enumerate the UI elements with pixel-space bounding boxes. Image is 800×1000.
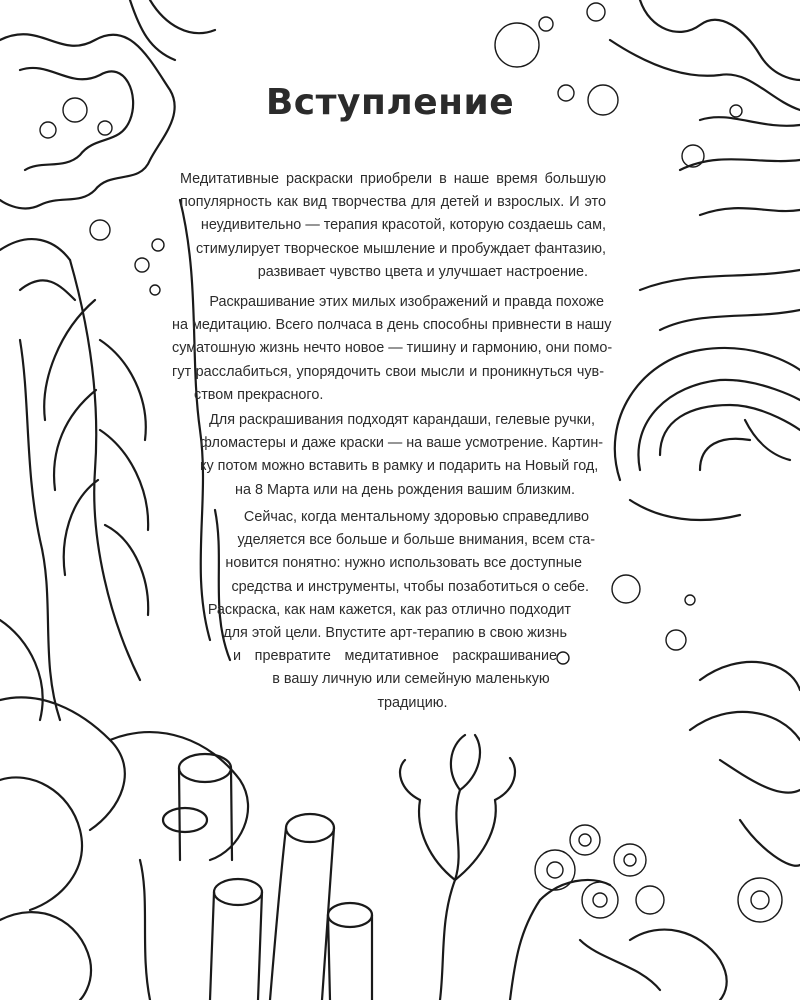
paragraph-1-line-3: неудивительно — терапия красотой, которую создаешь сам, <box>200 217 606 234</box>
paragraph-1-line-1: Медитативные раскраски приобрели в наше время большую <box>180 171 606 187</box>
paragraph-1-line-5: развивает чувство цвета и улучшает настроение. <box>257 263 588 280</box>
paragraph-2-line-2: на медитацию. Всего полчаса в день способны привнести в нашу <box>172 317 612 334</box>
paragraph-4-line-8: в вашу личную или семейную маленькую <box>272 671 550 688</box>
paragraph-4-line-2: уделяется все больше и больше внимания, всем ста- <box>237 532 595 549</box>
paragraph-4-line-4: средства и инструменты, чтобы позаботиться о себе. <box>231 578 589 595</box>
paragraph-4 <box>205 506 595 715</box>
paragraph-2-line-1: Раскрашивание этих милых изображений и правда похоже <box>209 294 604 310</box>
paragraph-2 <box>172 291 613 407</box>
paragraph-2-line-5: ством прекрасного. <box>194 386 324 403</box>
paragraph-4-line-7: и превратите медитативное раскрашивание <box>233 648 557 665</box>
paragraph-2-line-4: гут расслабиться, упорядочить свои мысли и проникнуться чув- <box>172 363 604 380</box>
paragraph-1-line-2: популярность как вид творчества для детей и взрослых. И это <box>180 194 606 211</box>
paragraph-3 <box>200 409 604 502</box>
paragraph-1 <box>180 168 606 284</box>
paragraph-3-line-1: Для раскрашивания подходят карандаши, гелевые ручки, <box>209 412 595 428</box>
paragraph-4-line-1: Сейчас, когда ментальному здоровью справедливо <box>243 509 589 525</box>
paragraph-3-line-2: фломастеры и даже краски — на ваше усмотрение. Картин- <box>200 435 604 452</box>
page-title: Вступление <box>265 82 515 123</box>
paragraph-4-line-9: традицию. <box>377 694 448 711</box>
paragraph-1-line-4: стимулирует творческое мышление и пробуждает фантазию, <box>195 240 606 257</box>
sponges-bottom-left-illustration <box>0 697 372 1000</box>
branch-coral-bottom-center-illustration <box>400 735 610 1000</box>
paragraph-3-line-4: на 8 Марта или на день рождения вашим близким. <box>235 481 575 498</box>
paragraph-4-line-5: Раскраска, как нам кажется, как раз отлично подходит <box>207 601 571 618</box>
paragraph-2-line-3: суматошную жизнь нечто новое — тишину и гармонию, они помо- <box>172 340 613 357</box>
paragraph-4-line-6: для этой цели. Впустите арт-терапию в свою жизнь <box>223 625 567 642</box>
paragraph-3-line-3: ку потом можно вставить в рамку и подарить на Новый год, <box>200 458 599 475</box>
paragraph-4-line-3: новится понятно: нужно использовать все доступные <box>225 555 582 572</box>
